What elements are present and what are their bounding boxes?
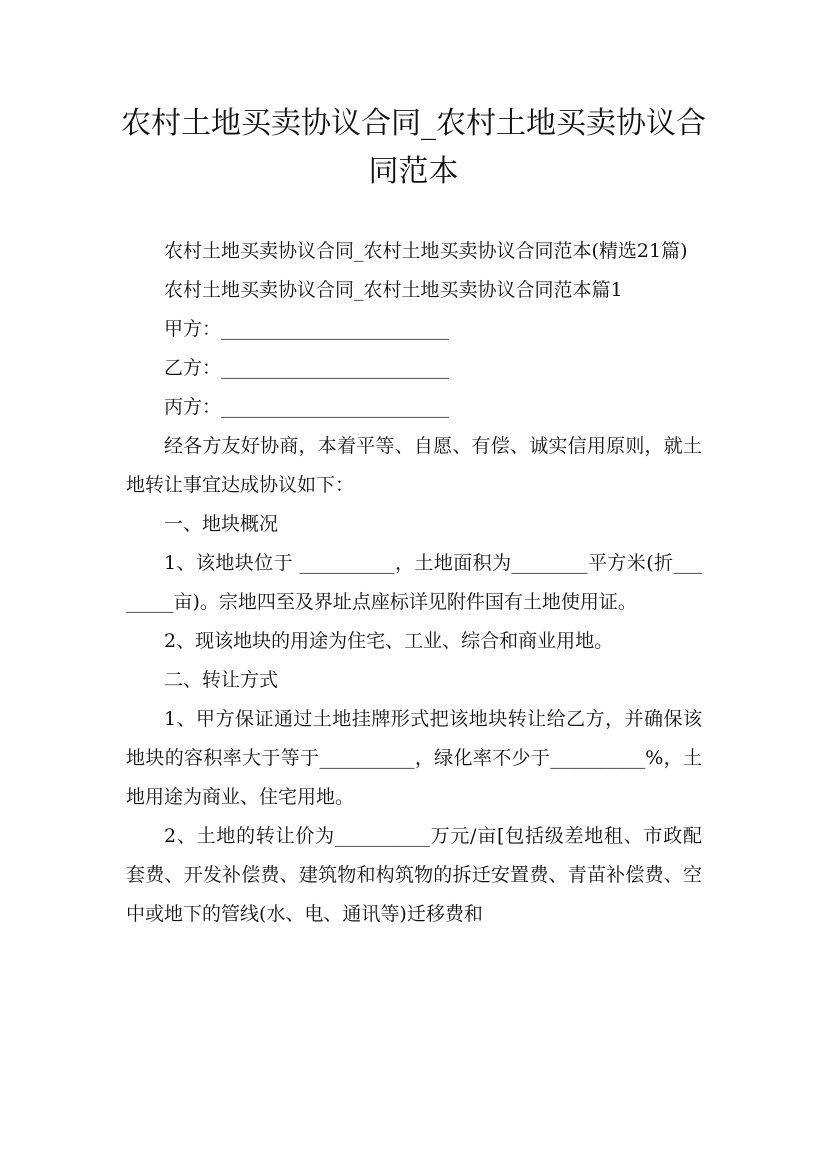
paragraph-2-2: 2、土地的转让价为__________万元/亩[包括级差地租、市政配套费、开发补偿费、建筑物和构筑物的拆迁安置费、青苗补偿费、空中或地下的管线(水、电、通讯等)迁移费和 [126, 825, 702, 925]
paragraph-preamble: 经各方友好协商，本着平等、自愿、有偿、诚实信用原则，就土地转让事宜达成协议如下： [126, 435, 702, 496]
paragraph-2-1: 1、甲方保证通过土地挂牌形式把该地块转让给乙方，并确保该地块的容积率大于等于__________，绿化率不少于__________%，土地用途为商业、住宅用地。 [126, 708, 702, 808]
paragraph-1-2: 2、现该地块的用途为住宅、工业、综合和商业用地。 [164, 630, 614, 652]
paragraph-intro: 农村土地买卖协议合同_农村土地买卖协议合同范本(精选21篇) [164, 240, 688, 262]
party-a-line: 甲方：________________________ [164, 318, 450, 340]
document-title: 农村土地买卖协议合同_农村土地买卖协议合同范本 [121, 106, 706, 189]
document-body [126, 232, 702, 934]
party-c-line: 丙方：________________________ [164, 396, 450, 418]
paragraph-1-1: 1、该地块位于 __________，土地面积为________平方米(折________亩)。宗地四至及界址点座标详见附件国有土地使用证。 [126, 552, 702, 613]
section-heading-1: 一、地块概况 [164, 513, 279, 535]
paragraph-section-heading: 农村土地买卖协议合同_农村土地买卖协议合同范本篇1 [164, 279, 623, 301]
party-b-line: 乙方：________________________ [164, 357, 450, 379]
section-heading-2: 二、转让方式 [164, 669, 279, 691]
